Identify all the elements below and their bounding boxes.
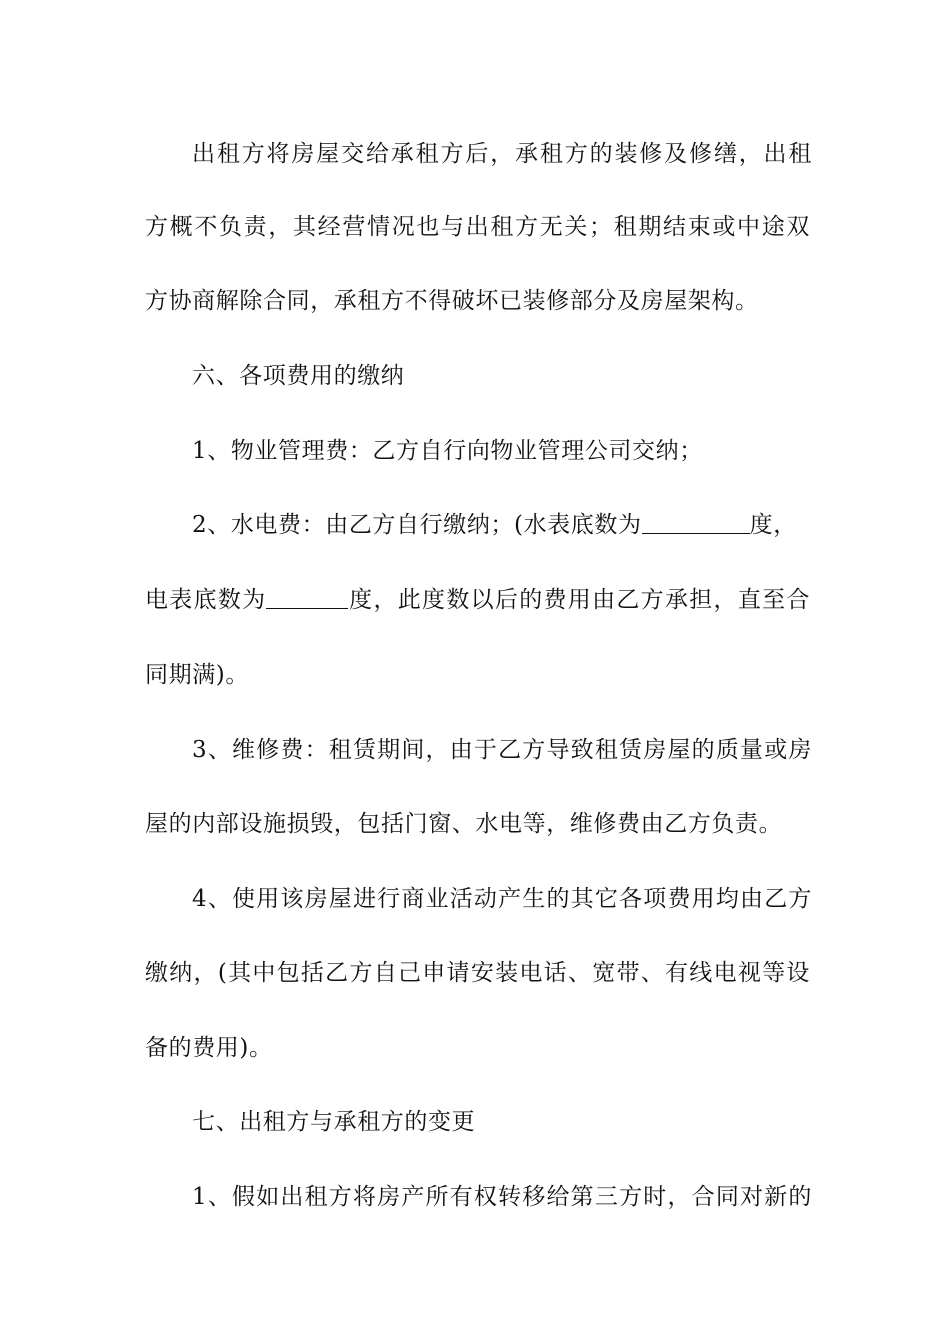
paragraph-line [145,207,810,247]
paragraph-line [192,730,812,770]
line-text: 出租方将房屋交给承租方后，承租方的装修及修缮，出租 [192,141,812,167]
water-meter-blank [642,507,750,534]
line-text: 电表底数为 [145,587,267,613]
paragraph-line [145,281,810,321]
paragraph-line [192,134,812,174]
line-text: 2、水电费：由乙方自行缴纳；(水表底数为 [192,512,642,538]
section-heading-text: 七、出租方与承租方的变更 [192,1109,476,1135]
line-text: 备的费用)。 [145,1035,273,1061]
paragraph-line [145,655,810,695]
line-text: 方协商解除合同，承租方不得破坏已装修部分及房屋架构。 [145,288,759,314]
paragraph-line [192,879,812,919]
paragraph-line [145,580,810,620]
line-text: 缴纳，(其中包括乙方自己申请安装电话、宽带、有线电视等设 [145,960,810,986]
section-heading [192,1102,812,1142]
line-text: 同期满)。 [145,662,249,688]
line-text: 屋的内部设施损毁，包括门窗、水电等，维修费由乙方负责。 [145,811,783,837]
line-text: 3、维修费：租赁期间，由于乙方导致租赁房屋的质量或房 [192,737,812,763]
paragraph-line [145,804,810,844]
line-text: 方概不负责，其经营情况也与出租方无关；租期结束或中途双 [145,214,810,240]
line-text: 4、使用该房屋进行商业活动产生的其它各项费用均由乙方 [192,886,812,912]
paragraph-line [192,505,812,545]
paragraph-line [145,1028,810,1068]
line-text: 度， [749,512,797,538]
electric-meter-blank [266,582,348,609]
section-heading-text: 六、各项费用的缴纳 [192,363,405,389]
line-text: 度，此度数以后的费用由乙方承担，直至合 [348,587,811,613]
line-text: 1、物业管理费：乙方自行向物业管理公司交纳； [192,438,703,464]
paragraph-line [192,431,812,471]
paragraph-line [192,1177,812,1217]
section-heading [192,356,812,396]
paragraph-line [145,953,810,993]
line-text: 1、假如出租方将房产所有权转移给第三方时，合同对新的 [192,1184,812,1210]
